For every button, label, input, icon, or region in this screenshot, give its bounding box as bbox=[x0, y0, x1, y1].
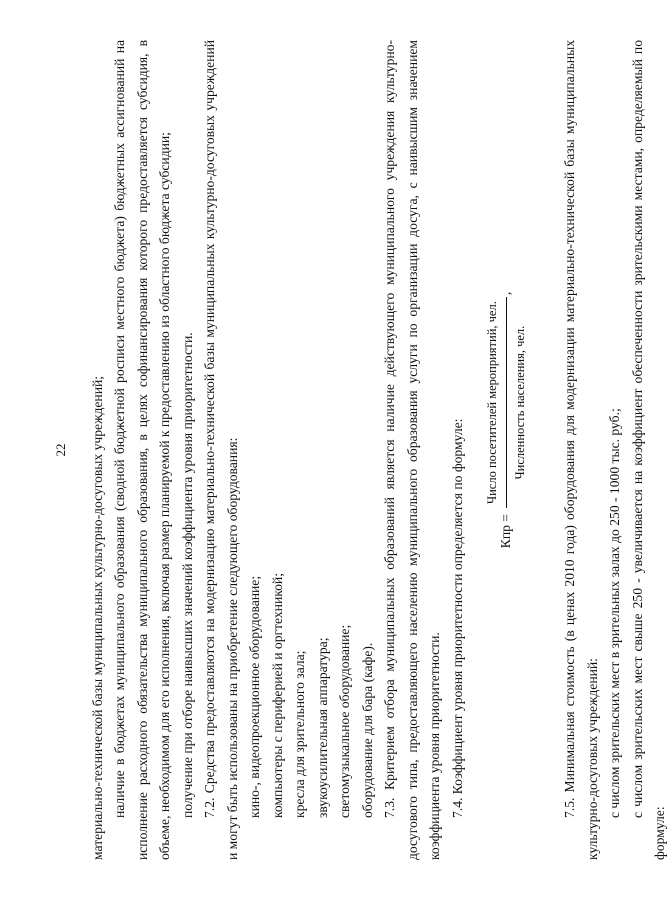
equipment-list bbox=[244, 40, 379, 860]
formula-denominator: Численность населения, чел. bbox=[512, 325, 527, 480]
paragraph-seats-over-250: с числом зрительских мест свыше 250 - увеличивается на коэффициент обеспеченности зрительскими местами, определяемый по формуле: bbox=[629, 40, 667, 860]
list-item: кино-, видеопроекционное оборудование; bbox=[247, 575, 262, 818]
list-item: оборудование для бара (кафе). bbox=[359, 642, 375, 818]
list-item: компьютеры с периферией и оргтехникой; bbox=[269, 573, 285, 818]
paragraph-7-3: 7.3. Критерием отбора муниципальных образований является наличие действующего муниципального учреждения культурно-досугового типа, предоставляющего населению муниципального образования услуги по организации досуга, с наивысшим значением коэффициента уровня приоритетности. bbox=[382, 40, 442, 860]
document-page bbox=[50, 40, 667, 860]
paragraph-7-4: 7.4. Коэффициент уровня приоритетности определяется по формуле: bbox=[449, 418, 465, 818]
paragraph-7-5: 7.5. Минимальная стоимость (в ценах 2010 года) оборудования для модернизации материально-технической базы муниципальных культурно-досуговых учреждений: bbox=[562, 40, 600, 860]
list-item: звукоусилительная аппаратура; bbox=[314, 637, 330, 818]
list-item: кресла для зрительного зала; bbox=[292, 650, 307, 818]
paragraph-7-2: 7.2. Средства предоставляются на модернизацию материально-технической базы муниципальных культурно-досуговых учреждений и могут быть использованы на приобретение следующего оборудования: bbox=[202, 40, 240, 860]
list-item: светомузыкальное оборудование; bbox=[337, 624, 352, 818]
paragraph-budget-condition: наличие в бюджетах муниципального образования (сводной бюджетной росписи местного бюджета) бюджетных ассигнований на исполнение расходного обязательства муниципального образования, в целях софинансирования которого предоставляется субсидия, в объеме, необходимом для его исполнения, включая размер планируемой к предоставлению из областного бюджета субсидии; bbox=[112, 40, 172, 860]
formula-end: , bbox=[497, 291, 513, 296]
formula-numerator: Число посетителей мероприятий, чел. bbox=[481, 297, 507, 508]
spacer bbox=[543, 40, 559, 860]
page-number: 22 bbox=[53, 443, 68, 457]
paragraph-seats-under-250: с числом зрительских мест в зрительных залах до 250 - 1000 тыс. руб.; bbox=[607, 408, 622, 818]
priority-coefficient-formula bbox=[481, 40, 531, 800]
paragraph-continuation: материально-технической базы муниципальных культурно-досуговых учреждений; bbox=[89, 375, 105, 860]
paragraph-priority-condition: получение при отборе наивысших значений коэффициента уровня приоритетности. bbox=[179, 332, 195, 818]
formula-lhs: Кпр = bbox=[497, 514, 513, 549]
formula-fraction bbox=[481, 297, 531, 508]
